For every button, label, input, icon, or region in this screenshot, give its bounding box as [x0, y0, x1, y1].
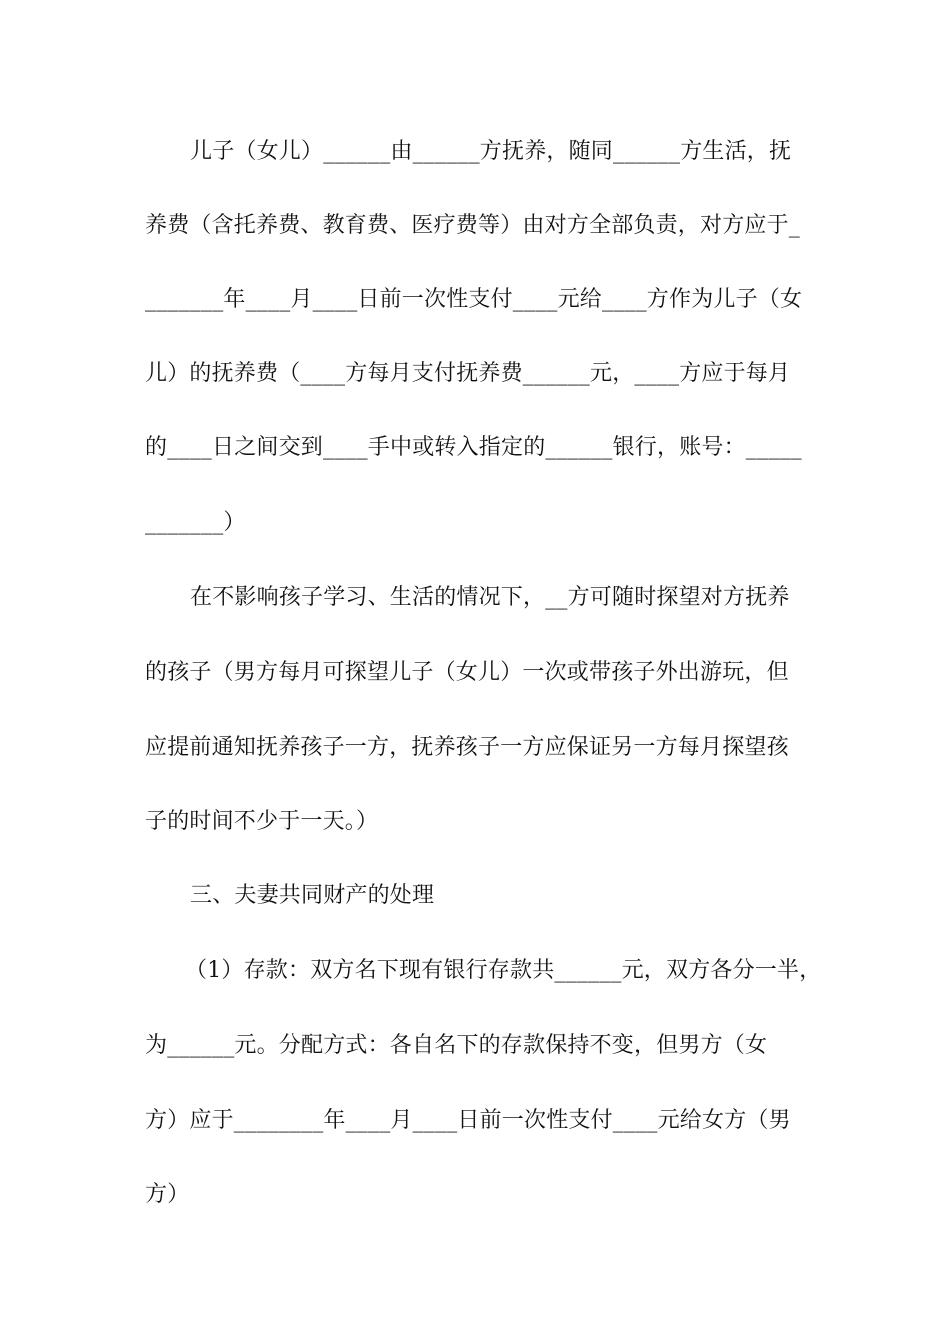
- paragraph-line: 应提前通知抚养孩子一方，抚养孩子一方应保证另一方每月探望孩: [145, 735, 789, 760]
- section-heading: 三、夫妻共同财产的处理: [190, 883, 435, 908]
- paragraph-line: 儿）的抚养费（____方每月支付抚养费______元，____方应于每月: [145, 361, 791, 386]
- paragraph-line: 方）: [145, 1182, 190, 1207]
- paragraph-line: 方）应于________年____月____日前一次性支付____元给女方（男: [145, 1108, 791, 1133]
- paragraph-line: _______）: [145, 510, 246, 535]
- paragraph-line: 在不影响孩子学习、生活的情况下，__方可随时探望对方抚养: [190, 585, 790, 610]
- paragraph-line: （1）存款：双方名下现有银行存款共______元，双方各分一半，: [185, 958, 822, 983]
- paragraph-line: 为______元。分配方式：各自名下的存款保持不变，但男方（女: [145, 1033, 768, 1058]
- paragraph-line: 养费（含托养费、教育费、医疗费等）由对方全部负责，对方应于_: [145, 213, 801, 238]
- paragraph-line: 的____日之间交到____手中或转入指定的______银行，账号：_____: [145, 435, 802, 460]
- paragraph-line: 子的时间不少于一天。）: [145, 809, 379, 834]
- paragraph-line: 儿子（女儿）______由______方抚养，随同______方生活，抚: [190, 139, 792, 164]
- paragraph-line: 的孩子（男方每月可探望儿子（女儿）一次或带孩子外出游玩，但: [145, 660, 789, 685]
- paragraph-line: _______年____月____日前一次性支付____元给____方作为儿子（女: [145, 287, 803, 312]
